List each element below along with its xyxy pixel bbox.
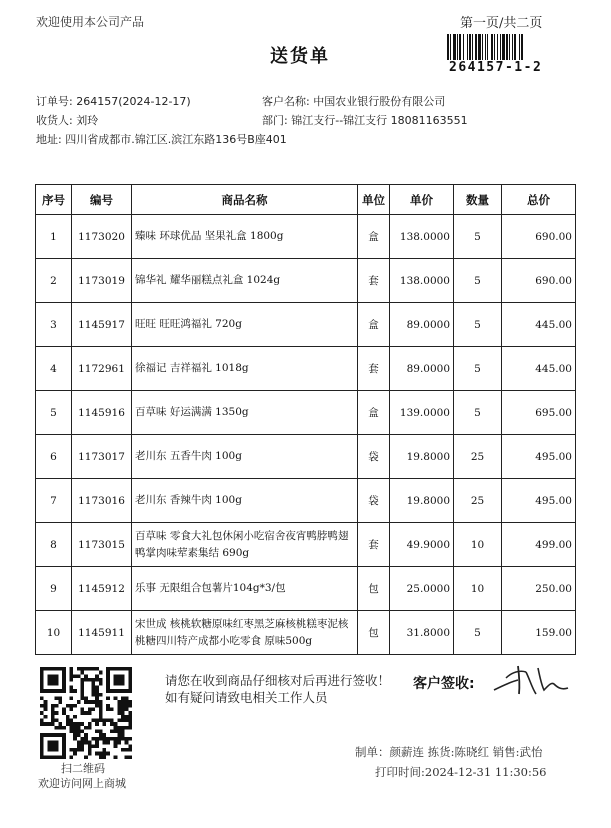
row-code: 1145911: [72, 611, 132, 655]
order-label: 订单号:: [36, 95, 73, 108]
receiver-value: 刘玲: [76, 114, 99, 127]
row-total: 695.00: [502, 391, 576, 435]
row-product-name: 老川东 五香牛肉 100g: [132, 435, 358, 479]
row-product-name: 百草味 好运满满 1350g: [132, 391, 358, 435]
row-product-name: 徐福记 吉祥福礼 1018g: [132, 347, 358, 391]
row-index: 3: [36, 303, 72, 347]
col-header-price: 单价: [390, 185, 454, 215]
table-row: [36, 259, 576, 303]
row-unit: 包: [358, 611, 390, 655]
order-value: 264157(2024-12-17): [76, 95, 191, 108]
table-row: [36, 391, 576, 435]
row-quantity: 5: [454, 303, 502, 347]
address-value: 四川省成都市.锦江区.滨江东路136号B座401: [65, 133, 287, 146]
row-code: 1173015: [72, 523, 132, 567]
table-row: [36, 303, 576, 347]
table-header-row: [36, 185, 576, 215]
row-index: 9: [36, 567, 72, 611]
row-product-name: 旺旺 旺旺鸿福礼 720g: [132, 303, 358, 347]
row-unit: 盒: [358, 391, 390, 435]
row-unit-price: 31.8000: [390, 611, 454, 655]
col-header-qty: 数量: [454, 185, 502, 215]
sign-notice: 请您在收到商品仔细核对后再进行签收！如有疑问请致电相关工作人员: [165, 673, 391, 705]
order-number: [36, 93, 191, 109]
qr-caption-mall: 欢迎访问网上商城: [38, 777, 126, 790]
row-unit: 袋: [358, 435, 390, 479]
row-code: 1173019: [72, 259, 132, 303]
row-unit-price: 89.0000: [390, 347, 454, 391]
row-product-name: 老川东 香辣牛肉 100g: [132, 479, 358, 523]
row-code: 1145912: [72, 567, 132, 611]
row-unit: 包: [358, 567, 390, 611]
row-quantity: 10: [454, 523, 502, 567]
row-quantity: 10: [454, 567, 502, 611]
table-row: [36, 523, 576, 567]
row-total: 495.00: [502, 479, 576, 523]
table-row: [36, 567, 576, 611]
row-total: 445.00: [502, 347, 576, 391]
customer-value: 中国农业银行股份有限公司: [313, 95, 446, 108]
row-product-name: 臻味 环球优品 坚果礼盒 1800g: [132, 215, 358, 259]
row-total: 495.00: [502, 435, 576, 479]
row-quantity: 5: [454, 611, 502, 655]
handwritten-signature: [488, 660, 573, 700]
row-unit: 套: [358, 259, 390, 303]
row-unit: 套: [358, 347, 390, 391]
row-quantity: 5: [454, 215, 502, 259]
row-index: 1: [36, 215, 72, 259]
row-product-name: 百草味 零食大礼包休闲小吃宿舍夜宵鸭脖鸭翅鸭掌肉味荤素集结 690g: [132, 523, 358, 567]
row-code: 1145916: [72, 391, 132, 435]
table-row: [36, 479, 576, 523]
row-total: 690.00: [502, 215, 576, 259]
row-quantity: 5: [454, 259, 502, 303]
col-header-index: 序号: [36, 185, 72, 215]
row-total: 159.00: [502, 611, 576, 655]
customer-sign-label: 客户签收:: [413, 676, 475, 692]
row-unit-price: 19.8000: [390, 435, 454, 479]
row-code: 1172961: [72, 347, 132, 391]
row-unit: 盒: [358, 303, 390, 347]
row-unit-price: 19.8000: [390, 479, 454, 523]
row-quantity: 25: [454, 479, 502, 523]
col-header-product: 商品名称: [132, 185, 358, 215]
row-unit-price: 25.0000: [390, 567, 454, 611]
address: [36, 131, 287, 147]
dept-label: 部门:: [262, 114, 288, 127]
col-header-unit: 单位: [358, 185, 390, 215]
dept-value: 锦江支行--锦江支行 18081163551: [291, 114, 468, 127]
row-unit-price: 138.0000: [390, 215, 454, 259]
row-code: 1173020: [72, 215, 132, 259]
department: [262, 112, 468, 128]
row-unit: 套: [358, 523, 390, 567]
row-total: 250.00: [502, 567, 576, 611]
row-index: 4: [36, 347, 72, 391]
row-code: 1173016: [72, 479, 132, 523]
row-total: 445.00: [502, 303, 576, 347]
qr-caption: 扫二维码: [61, 762, 105, 775]
staff-info: 制单：颜薪连 拣货:陈晓红 销售:武怡: [355, 745, 543, 759]
barcode-image: [447, 34, 557, 60]
row-product-name: 宋世成 核桃软糖原味红枣黑芝麻核桃糕枣泥核桃糖四川特产成都小吃零食 原味500g: [132, 611, 358, 655]
print-time: 打印时间:2024-12-31 11:30:56: [375, 765, 547, 779]
row-code: 1145917: [72, 303, 132, 347]
receiver-label: 收货人:: [36, 114, 73, 127]
row-index: 7: [36, 479, 72, 523]
row-product-name: 乐事 无限组合包薯片104g*3/包: [132, 567, 358, 611]
row-total: 690.00: [502, 259, 576, 303]
row-unit-price: 139.0000: [390, 391, 454, 435]
customer-name: [262, 93, 445, 109]
welcome-text: 欢迎使用本公司产品: [36, 15, 145, 29]
row-quantity: 25: [454, 435, 502, 479]
row-unit-price: 138.0000: [390, 259, 454, 303]
table-row: [36, 435, 576, 479]
customer-label: 客户名称:: [262, 95, 310, 108]
page-indicator: 第一页/共二页: [460, 16, 543, 31]
row-index: 10: [36, 611, 72, 655]
col-header-code: 编号: [72, 185, 132, 215]
row-index: 8: [36, 523, 72, 567]
qr-code-image: [40, 667, 132, 759]
row-unit: 盒: [358, 215, 390, 259]
row-index: 6: [36, 435, 72, 479]
row-index: 5: [36, 391, 72, 435]
address-label: 地址:: [36, 133, 62, 146]
row-quantity: 5: [454, 347, 502, 391]
row-product-name: 锦华礼 耀华丽糕点礼盒 1024g: [132, 259, 358, 303]
barcode-number: 264157-1-2: [449, 60, 543, 75]
table-row: [36, 215, 576, 259]
items-table: [35, 184, 576, 655]
row-total: 499.00: [502, 523, 576, 567]
col-header-total: 总价: [502, 185, 576, 215]
page-title: 送货单: [270, 46, 330, 67]
row-index: 2: [36, 259, 72, 303]
row-unit-price: 89.0000: [390, 303, 454, 347]
receiver: [36, 112, 98, 128]
table-row: [36, 611, 576, 655]
table-row: [36, 347, 576, 391]
row-unit: 袋: [358, 479, 390, 523]
row-unit-price: 49.9000: [390, 523, 454, 567]
row-quantity: 5: [454, 391, 502, 435]
row-code: 1173017: [72, 435, 132, 479]
